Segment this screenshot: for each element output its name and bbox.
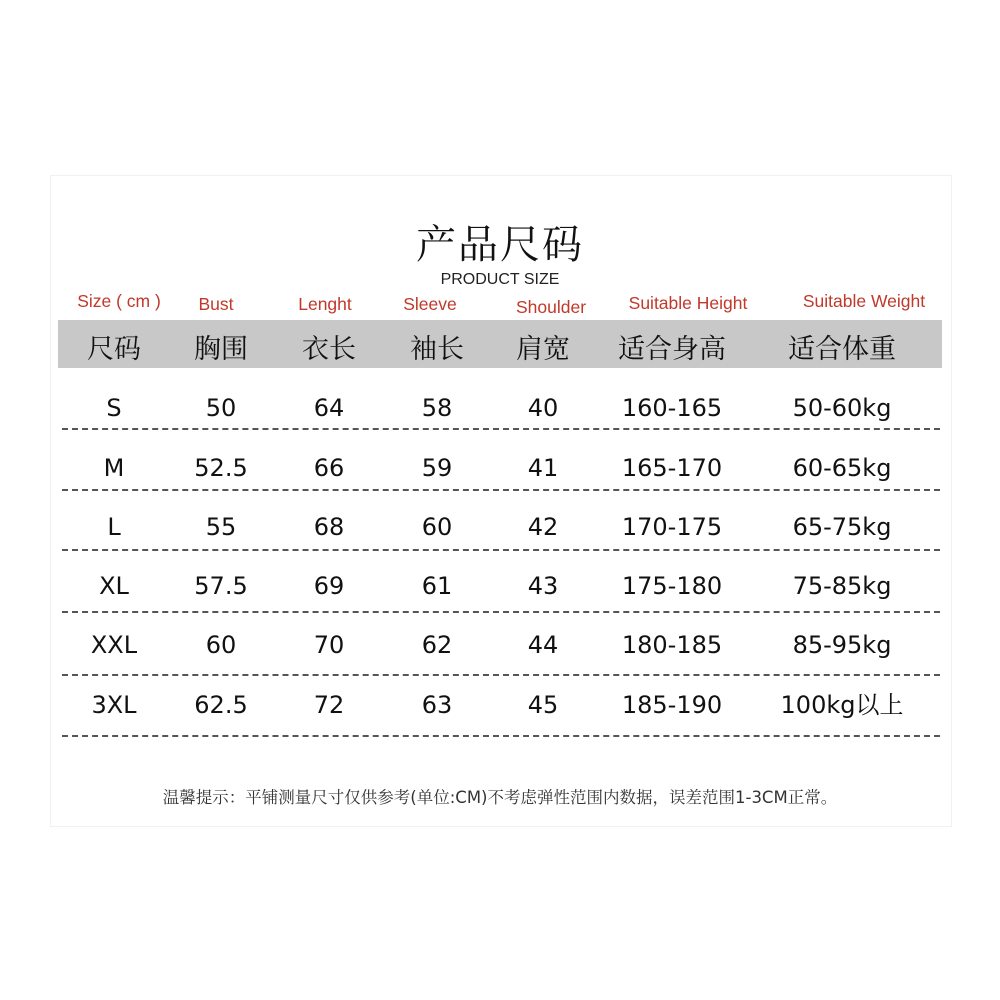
header-en-suitable-weight: Suitable Weight xyxy=(802,291,926,311)
header-cn-suitable-height: 适合身高 xyxy=(618,334,726,365)
cell-height: 185-190 xyxy=(621,691,723,719)
header-en-size: Size ( cm ) xyxy=(77,291,161,311)
cell-weight: 100kg以上 xyxy=(780,691,904,719)
cell-length: 70 xyxy=(313,631,345,659)
cell-sleeve: 62 xyxy=(421,631,453,659)
cell-size: XL xyxy=(99,572,129,600)
cell-bust: 50 xyxy=(205,394,237,422)
header-cn-shoulder: 肩宽 xyxy=(516,334,570,365)
header-cn-size: 尺码 xyxy=(87,334,141,365)
header-en-suitable-height: Suitable Height xyxy=(628,293,748,313)
cell-height: 160-165 xyxy=(621,394,723,422)
cell-bust: 62.5 xyxy=(194,691,248,719)
cell-sleeve: 60 xyxy=(421,513,453,541)
title-chinese: 产品尺码 xyxy=(416,222,584,268)
cell-bust: 55 xyxy=(205,513,237,541)
cell-size: 3XL xyxy=(91,691,137,719)
cell-weight: 75-85kg xyxy=(792,572,892,600)
cell-bust: 52.5 xyxy=(194,454,248,482)
header-cn-bust: 胸围 xyxy=(194,334,248,365)
cell-weight: 60-65kg xyxy=(792,454,892,482)
row-divider xyxy=(62,428,940,430)
cell-weight: 50-60kg xyxy=(792,394,892,422)
cell-length: 66 xyxy=(313,454,345,482)
table-row xyxy=(0,690,1000,750)
table-row xyxy=(0,453,1000,513)
cell-weight: 65-75kg xyxy=(792,513,892,541)
cell-shoulder: 43 xyxy=(527,572,559,600)
cell-bust: 60 xyxy=(205,631,237,659)
cell-size: XXL xyxy=(90,631,138,659)
cell-bust: 57.5 xyxy=(194,572,248,600)
header-en-sleeve: Sleeve xyxy=(403,294,457,314)
table-row xyxy=(0,512,1000,572)
row-divider xyxy=(62,549,940,551)
cell-height: 170-175 xyxy=(621,513,723,541)
row-divider xyxy=(62,674,940,676)
cell-height: 165-170 xyxy=(621,454,723,482)
footnote: 温馨提示：平铺测量尺寸仅供参考(单位:CM)不考虑弹性范围内数据，误差范围1-3CM正常。 xyxy=(162,788,838,807)
table-row xyxy=(0,393,1000,453)
table-row xyxy=(0,571,1000,631)
row-divider xyxy=(62,489,940,491)
cell-size: L xyxy=(107,513,121,541)
cell-size: S xyxy=(106,394,122,422)
row-divider xyxy=(62,735,940,737)
cell-size: M xyxy=(103,454,125,482)
header-cn-sleeve: 袖长 xyxy=(410,334,464,365)
header-en-length: Lenght xyxy=(298,294,352,314)
cell-shoulder: 40 xyxy=(527,394,559,422)
header-cn-suitable-weight: 适合体重 xyxy=(788,334,896,365)
cell-length: 69 xyxy=(313,572,345,600)
cell-height: 180-185 xyxy=(621,631,723,659)
header-en-shoulder: Shoulder xyxy=(515,297,587,317)
cell-shoulder: 41 xyxy=(527,454,559,482)
cell-sleeve: 63 xyxy=(421,691,453,719)
cell-height: 175-180 xyxy=(621,572,723,600)
cell-length: 68 xyxy=(313,513,345,541)
row-divider xyxy=(62,611,940,613)
cell-shoulder: 45 xyxy=(527,691,559,719)
cell-length: 64 xyxy=(313,394,345,422)
table-row xyxy=(0,630,1000,690)
title-english: PRODUCT SIZE xyxy=(440,271,560,288)
cell-shoulder: 42 xyxy=(527,513,559,541)
cell-weight: 85-95kg xyxy=(792,631,892,659)
cell-length: 72 xyxy=(313,691,345,719)
cell-sleeve: 61 xyxy=(421,572,453,600)
cell-shoulder: 44 xyxy=(527,631,559,659)
cell-sleeve: 58 xyxy=(421,394,453,422)
header-en-bust: Bust xyxy=(198,294,234,314)
header-cn-length: 衣长 xyxy=(302,334,356,365)
cell-sleeve: 59 xyxy=(421,454,453,482)
